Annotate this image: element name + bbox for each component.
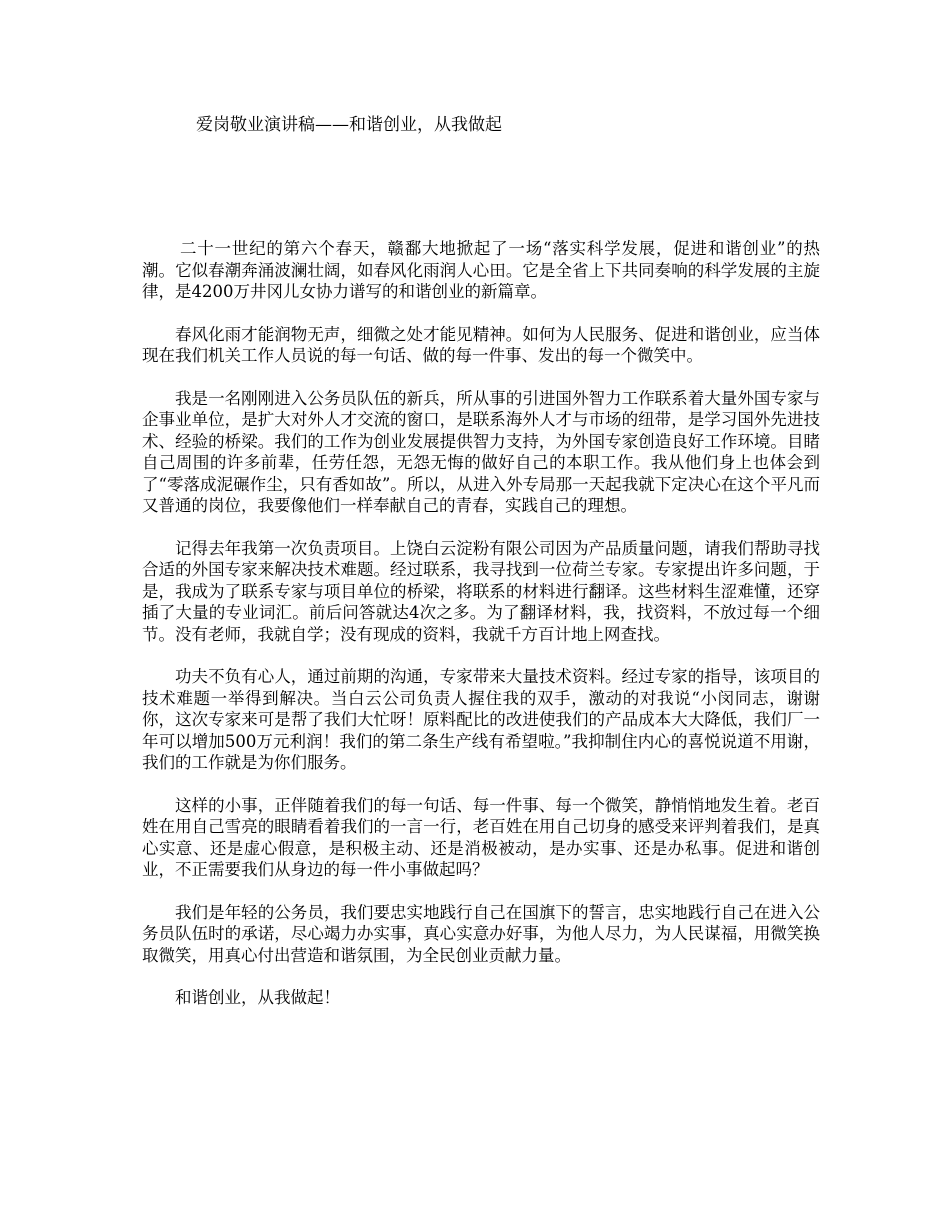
paragraph-4: 记得去年我第一次负责项目。上饶白云淀粉有限公司因为产品质量问题，请我们帮助寻找合适的外国专家来解决技术难题。经过联系，我寻找到一位荷兰专家。专家提出许多问题，于是，我成为了联系专家与项目单位的桥梁，将联系的材料进行翻译。这些材料生涩难懂，还穿插了大量的专业词汇。前后问答就达4次之多。为了翻译材料，我，找资料，不放过每一个细节。没有老师，我就自学；没有现成的资料，我就千方百计地上网查找。 xyxy=(142,538,820,644)
paragraph-1: 二十一世纪的第六个春天，赣鄱大地掀起了一场“落实科学发展，促进和谐创业”的热潮。它似春潮奔涌波澜壮阔，如春风化雨润人心田。它是全省上下共同奏响的科学发展的主旋律，是4200万井冈儿女协力谱写的和谐创业的新篇章。 xyxy=(142,239,820,301)
paragraph-2: 春风化雨才能润物无声，细微之处才能见精神。如何为人民服务、促进和谐创业，应当体现在我们机关工作人员说的每一句话、做的每一件事、发出的每一个微笑中。 xyxy=(142,324,820,365)
paragraph-5: 功夫不负有心人，通过前期的沟通，专家带来大量技术资料。经过专家的指导，该项目的技术难题一举得到解决。当白云公司负责人握住我的双手，激动的对我说“小闵同志，谢谢你，这次专家来可是帮了我们大忙呀！原料配比的改进使我们的产品成本大大降低，我们厂一年可以增加500万元利润！我们的第二条生产线有希望啦。”我抑制住内心的喜悦说道不用谢，我们的工作就是为你们服务。 xyxy=(142,667,820,772)
paragraph-8: 和谐创业，从我做起！ xyxy=(175,988,340,1007)
document-title: 爱岗敬业演讲稿——和谐创业，从我做起 xyxy=(196,115,502,135)
paragraph-7: 我们是年轻的公务员，我们要忠实地践行自己在国旗下的誓言，忠实地践行自己在进入公务员队伍时的承诺，尽心竭力办实事，真心实意办好事，为他人尽力，为人民谋福，用微笑换取微笑，用真心付出营造和谐氛围，为全民创业贡献力量。 xyxy=(142,902,820,965)
paragraph-6: 这样的小事，正伴随着我们的每一句话、每一件事、每一个微笑，静悄悄地发生着。老百姓在用自己雪亮的眼睛看着我们的一言一行，老百姓在用自己切身的感受来评判着我们，是真心实意、还是虚心假意，是积极主动、还是消极被动，是办实事、还是办私事。促进和谐创业，不正需要我们从身边的每一件小事做起吗？ xyxy=(142,795,820,879)
paragraph-3: 我是一名刚刚进入公务员队伍的新兵，所从事的引进国外智力工作联系着大量外国专家与企事业单位，是扩大对外人才交流的窗口，是联系海外人才与市场的纽带，是学习国外先进技术、经验的桥梁。我们的工作为创业发展提供智力支持，为外国专家创造良好工作环境。目睹自己周围的许多前辈，任劳任怨，无怨无悔的做好自己的本职工作。我从他们身上也体会到了“零落成泥碾作尘，只有香如故”。所以，从进入外专局那一天起我就下定决心在这个平凡而又普通的岗位，我要像他们一样奉献自己的青春，实践自己的理想。 xyxy=(142,388,820,515)
document-body xyxy=(142,238,820,1030)
